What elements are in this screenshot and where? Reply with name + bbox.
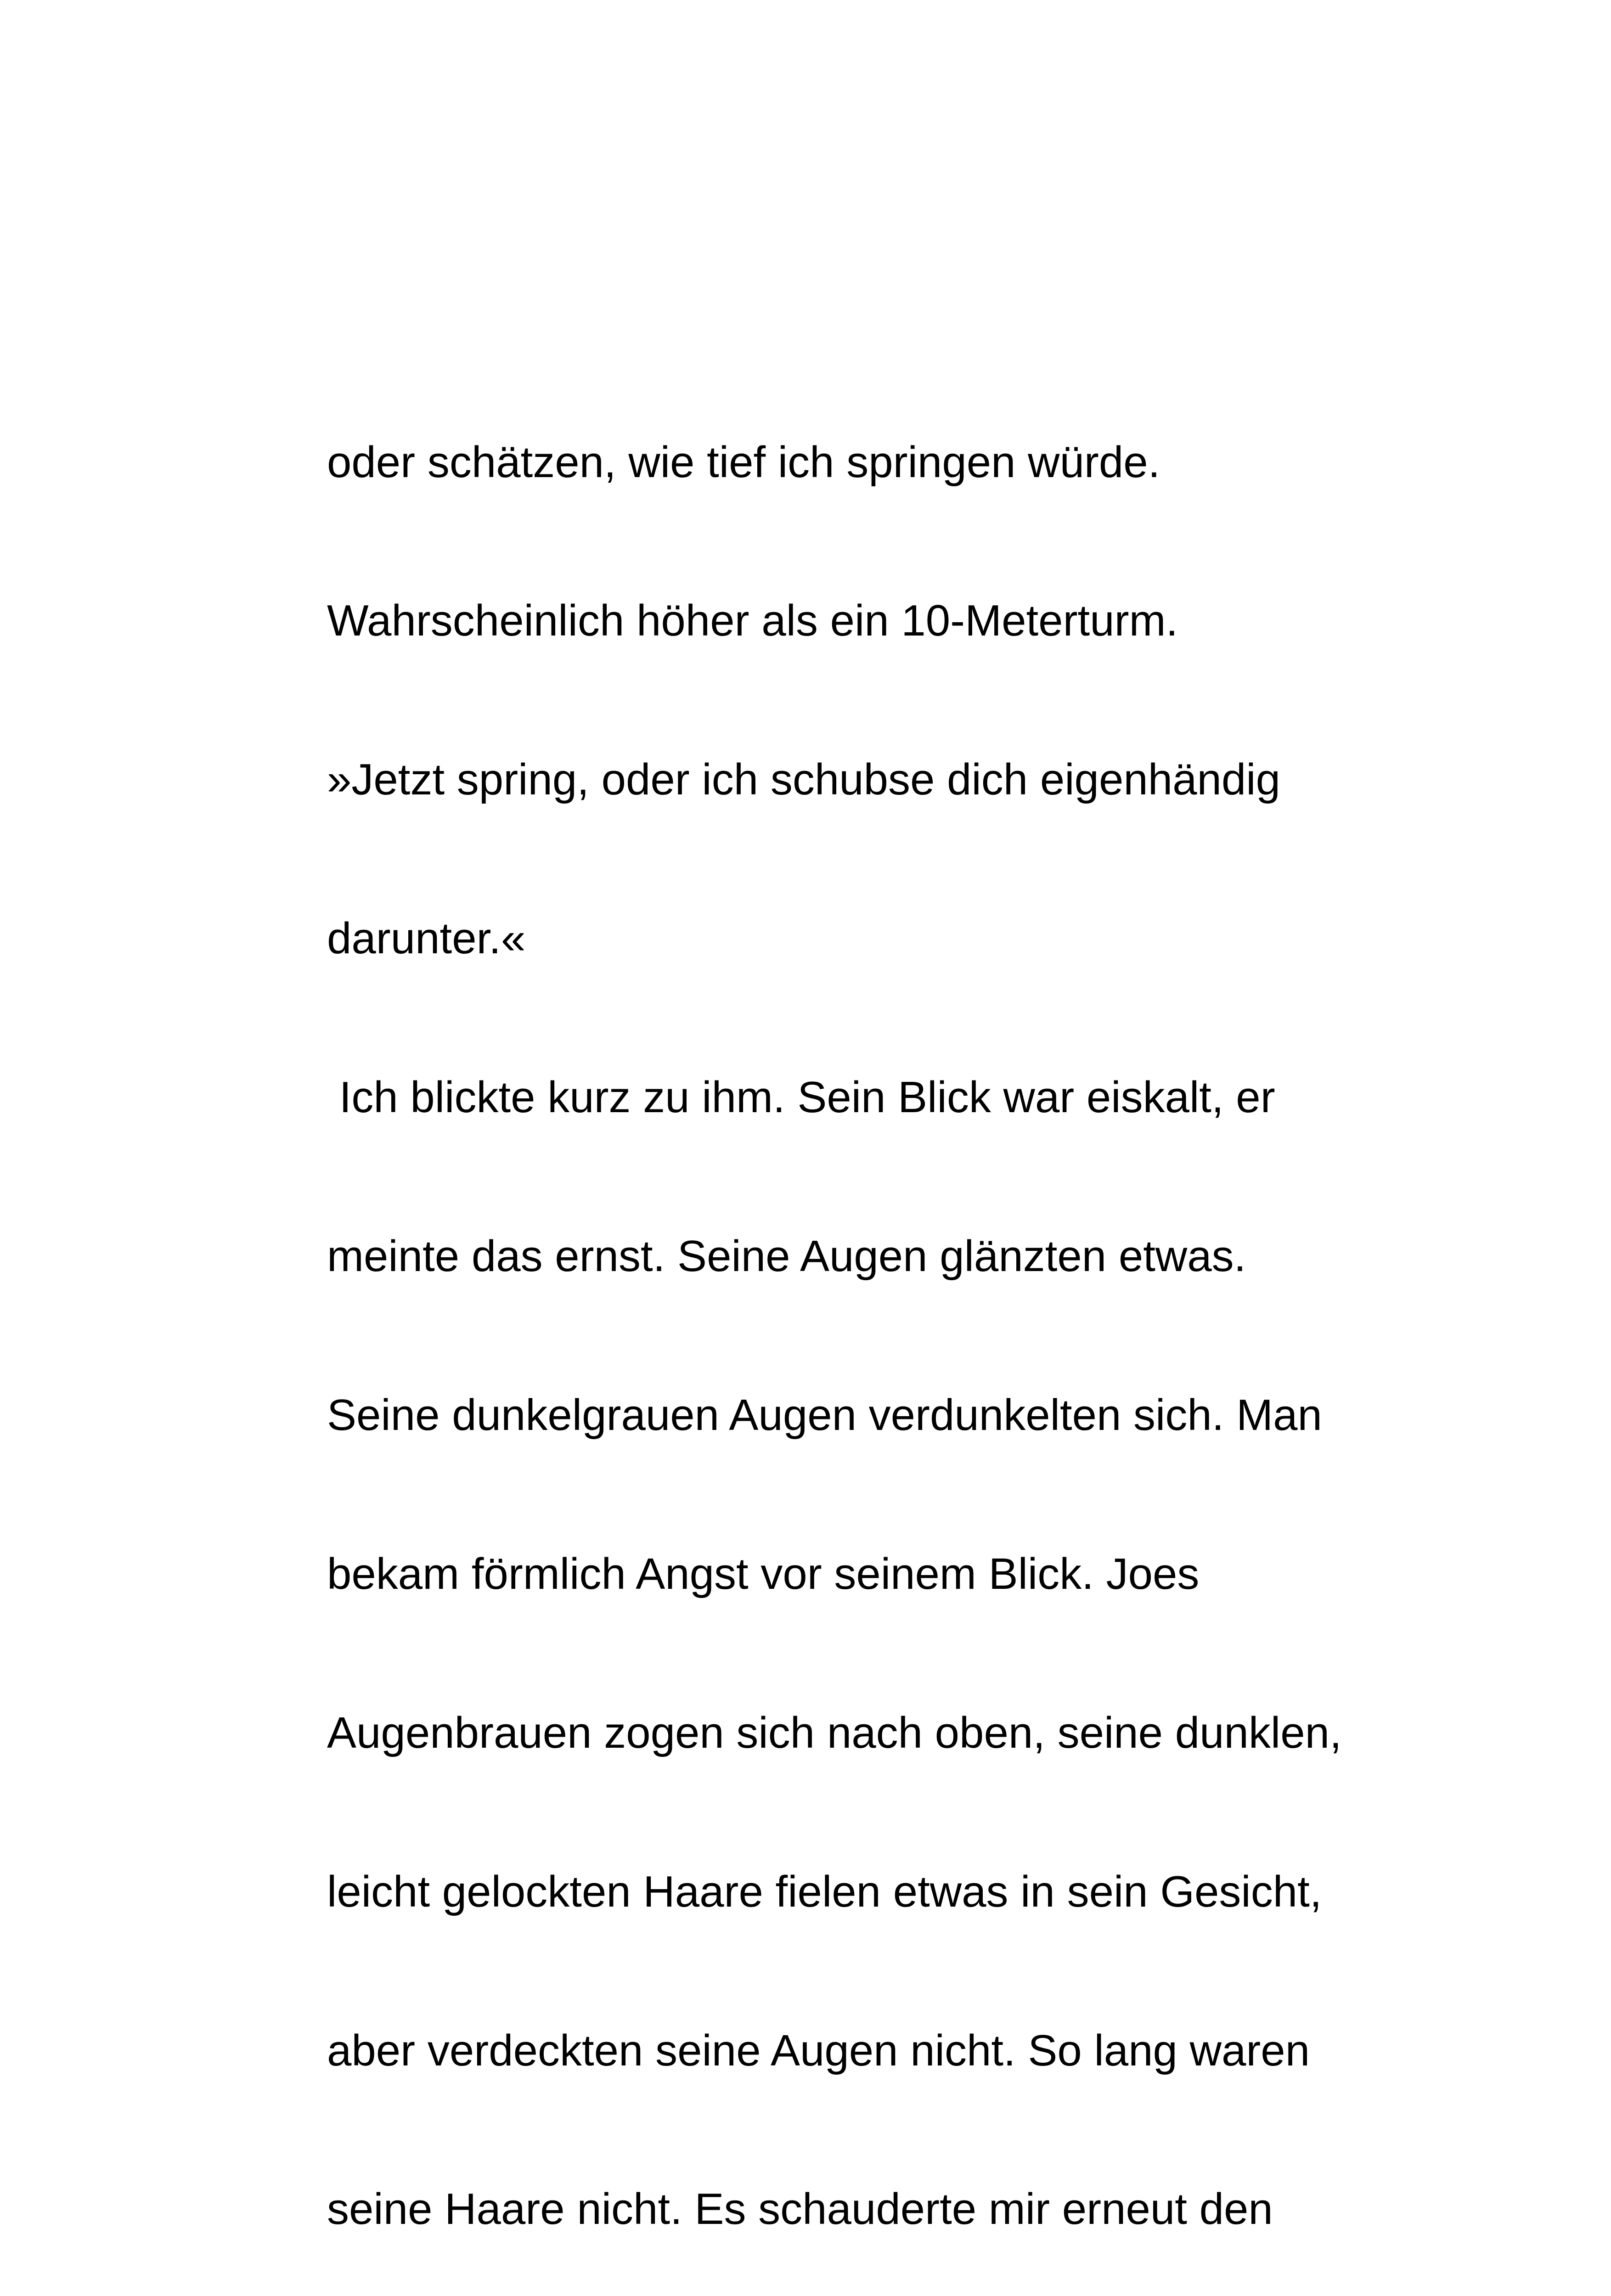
text-line: darunter.« (327, 914, 526, 963)
text-line: »Jetzt spring, oder ich schubse dich eigenhändig (327, 755, 1280, 805)
text-line: Wahrscheinlich höher als ein 10-Meterturm. (327, 596, 1178, 646)
text-line: bekam förmlich Angst vor seinem Blick. Joes (327, 1549, 1200, 1598)
text-line: Ich blickte kurz zu ihm. Sein Blick war eiskalt, er (327, 1073, 1275, 1122)
text-line: meinte das ernst. Seine Augen glänzten etwas. (327, 1232, 1246, 1281)
text-line: Augenbrauen zogen sich nach oben, seine dunklen, (327, 1708, 1342, 1757)
text-line: seine Haare nicht. Es schauderte mir erneut den (327, 2184, 1273, 2234)
text-line: Seine dunkelgrauen Augen verdunkelten sich. Man (327, 1390, 1322, 1440)
text-line: oder schätzen, wie tief ich springen würde. (327, 437, 1160, 487)
text-line: leicht gelockten Haare fielen etwas in sein Gesicht, (327, 1867, 1322, 1916)
body-text (327, 330, 1438, 2296)
text-line: aber verdeckten seine Augen nicht. So lang waren (327, 2026, 1310, 2075)
